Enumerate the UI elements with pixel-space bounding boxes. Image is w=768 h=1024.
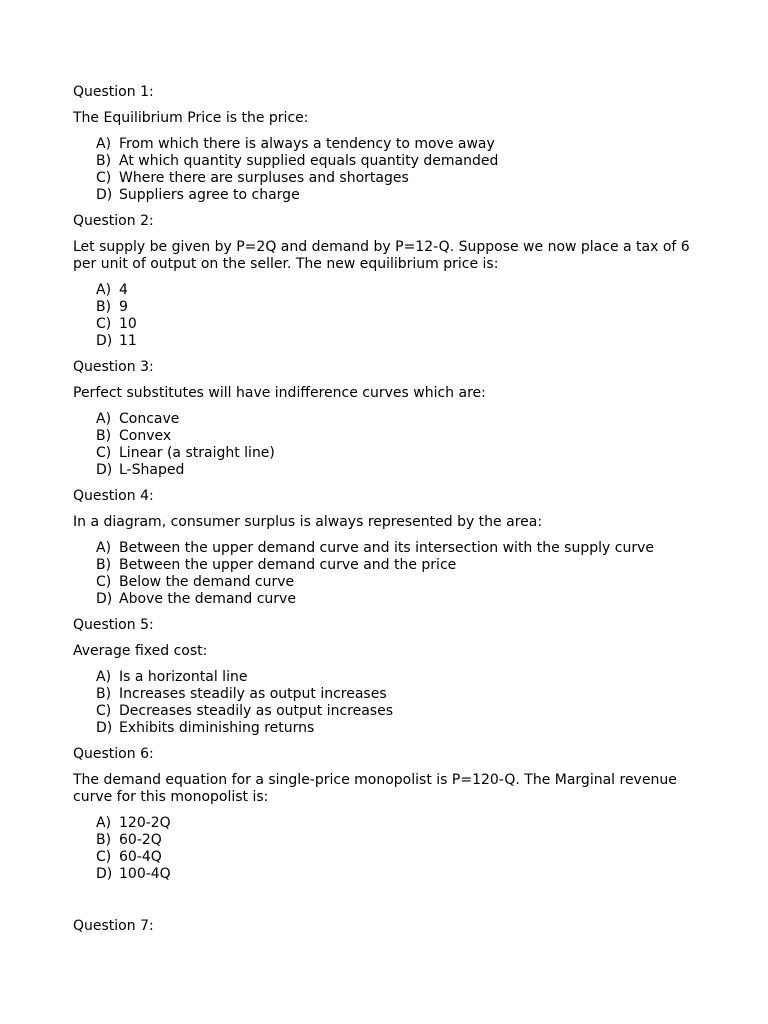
question-heading: Question 3:	[73, 359, 154, 375]
option-text: 60-4Q	[119, 849, 162, 865]
answer-options	[73, 669, 698, 737]
answer-option	[96, 669, 698, 686]
option-letter: A)	[96, 540, 112, 556]
option-letter: D)	[96, 462, 113, 478]
option-letter: D)	[96, 720, 113, 736]
answer-option	[96, 282, 698, 299]
answer-option	[96, 333, 698, 350]
answer-option	[96, 136, 698, 153]
option-letter: B)	[96, 299, 112, 315]
option-letter: B)	[96, 153, 112, 169]
answer-options	[73, 282, 698, 350]
answer-option	[96, 720, 698, 737]
answer-option	[96, 849, 698, 866]
question-text: The demand equation for a single-price monopolist is P=120-Q. The Marginal revenue curve for this monopolist is:	[73, 772, 677, 805]
option-letter: A)	[96, 282, 112, 298]
answer-option	[96, 316, 698, 333]
question-text: Perfect substitutes will have indifference curves which are:	[73, 385, 486, 401]
answer-option	[96, 428, 698, 445]
option-text: Linear (a straight line)	[119, 445, 275, 461]
question-2	[73, 213, 698, 350]
option-text: Between the upper demand curve and its intersection with the supply curve	[119, 540, 654, 556]
option-text: 9	[119, 299, 128, 315]
question-text: Let supply be given by P=2Q and demand by P=12-Q. Suppose we now place a tax of 6 per unit of output on the seller. The new equilibrium price is:	[73, 239, 690, 272]
option-letter: B)	[96, 686, 112, 702]
question-heading: Question 2:	[73, 213, 154, 229]
answer-option	[96, 462, 698, 479]
answer-options	[73, 136, 698, 204]
option-text: Concave	[119, 411, 180, 427]
question-heading: Question 5:	[73, 617, 154, 633]
option-text: Convex	[119, 428, 172, 444]
question-heading: Question 1:	[73, 84, 154, 100]
question-heading: Question 4:	[73, 488, 154, 504]
question-text: In a diagram, consumer surplus is always represented by the area:	[73, 514, 543, 530]
option-letter: C)	[96, 849, 112, 865]
option-letter: D)	[96, 866, 113, 882]
answer-options	[73, 540, 698, 608]
option-letter: D)	[96, 187, 113, 203]
answer-options	[73, 411, 698, 479]
question-4	[73, 488, 698, 608]
answer-option	[96, 557, 698, 574]
option-letter: C)	[96, 703, 112, 719]
question-6	[73, 746, 698, 883]
option-letter: B)	[96, 428, 112, 444]
answer-option	[96, 411, 698, 428]
option-text: Is a horizontal line	[119, 669, 248, 685]
option-letter: D)	[96, 333, 113, 349]
option-letter: C)	[96, 445, 112, 461]
question-5	[73, 617, 698, 737]
answer-option	[96, 574, 698, 591]
question-7	[73, 918, 698, 935]
option-text: 60-2Q	[119, 832, 162, 848]
option-letter: B)	[96, 832, 112, 848]
option-text: 11	[119, 333, 137, 349]
question-3	[73, 359, 698, 479]
answer-option	[96, 832, 698, 849]
option-letter: A)	[96, 411, 112, 427]
option-letter: B)	[96, 557, 112, 573]
option-letter: A)	[96, 136, 112, 152]
option-text: L-Shaped	[119, 462, 185, 478]
option-letter: A)	[96, 669, 112, 685]
option-text: 10	[119, 316, 137, 332]
option-letter: D)	[96, 591, 113, 607]
answer-option	[96, 703, 698, 720]
question-heading: Question 6:	[73, 746, 154, 762]
answer-option	[96, 686, 698, 703]
option-text: 4	[119, 282, 128, 298]
answer-option	[96, 187, 698, 204]
answer-option	[96, 170, 698, 187]
option-letter: C)	[96, 170, 112, 186]
question-text: The Equilibrium Price is the price:	[73, 110, 309, 126]
question-1	[73, 84, 698, 204]
option-text: At which quantity supplied equals quantity demanded	[119, 153, 499, 169]
option-letter: A)	[96, 815, 112, 831]
option-text: 120-2Q	[119, 815, 171, 831]
option-text: Above the demand curve	[119, 591, 296, 607]
option-text: Where there are surpluses and shortages	[119, 170, 409, 186]
answer-option	[96, 866, 698, 883]
answer-option	[96, 153, 698, 170]
answer-option	[96, 815, 698, 832]
option-text: Between the upper demand curve and the price	[119, 557, 457, 573]
question-text: Average fixed cost:	[73, 643, 208, 659]
answer-option	[96, 591, 698, 608]
option-letter: C)	[96, 316, 112, 332]
answer-option	[96, 445, 698, 462]
option-text: Increases steadily as output increases	[119, 686, 387, 702]
answer-option	[96, 540, 698, 557]
document-page	[73, 84, 698, 944]
option-text: Below the demand curve	[119, 574, 295, 590]
option-text: Decreases steadily as output increases	[119, 703, 394, 719]
option-text: Exhibits diminishing returns	[119, 720, 315, 736]
option-letter: C)	[96, 574, 112, 590]
question-heading: Question 7:	[73, 918, 154, 934]
answer-options	[73, 815, 698, 883]
option-text: Suppliers agree to charge	[119, 187, 300, 203]
answer-option	[96, 299, 698, 316]
option-text: 100-4Q	[119, 866, 171, 882]
option-text: From which there is always a tendency to move away	[119, 136, 495, 152]
